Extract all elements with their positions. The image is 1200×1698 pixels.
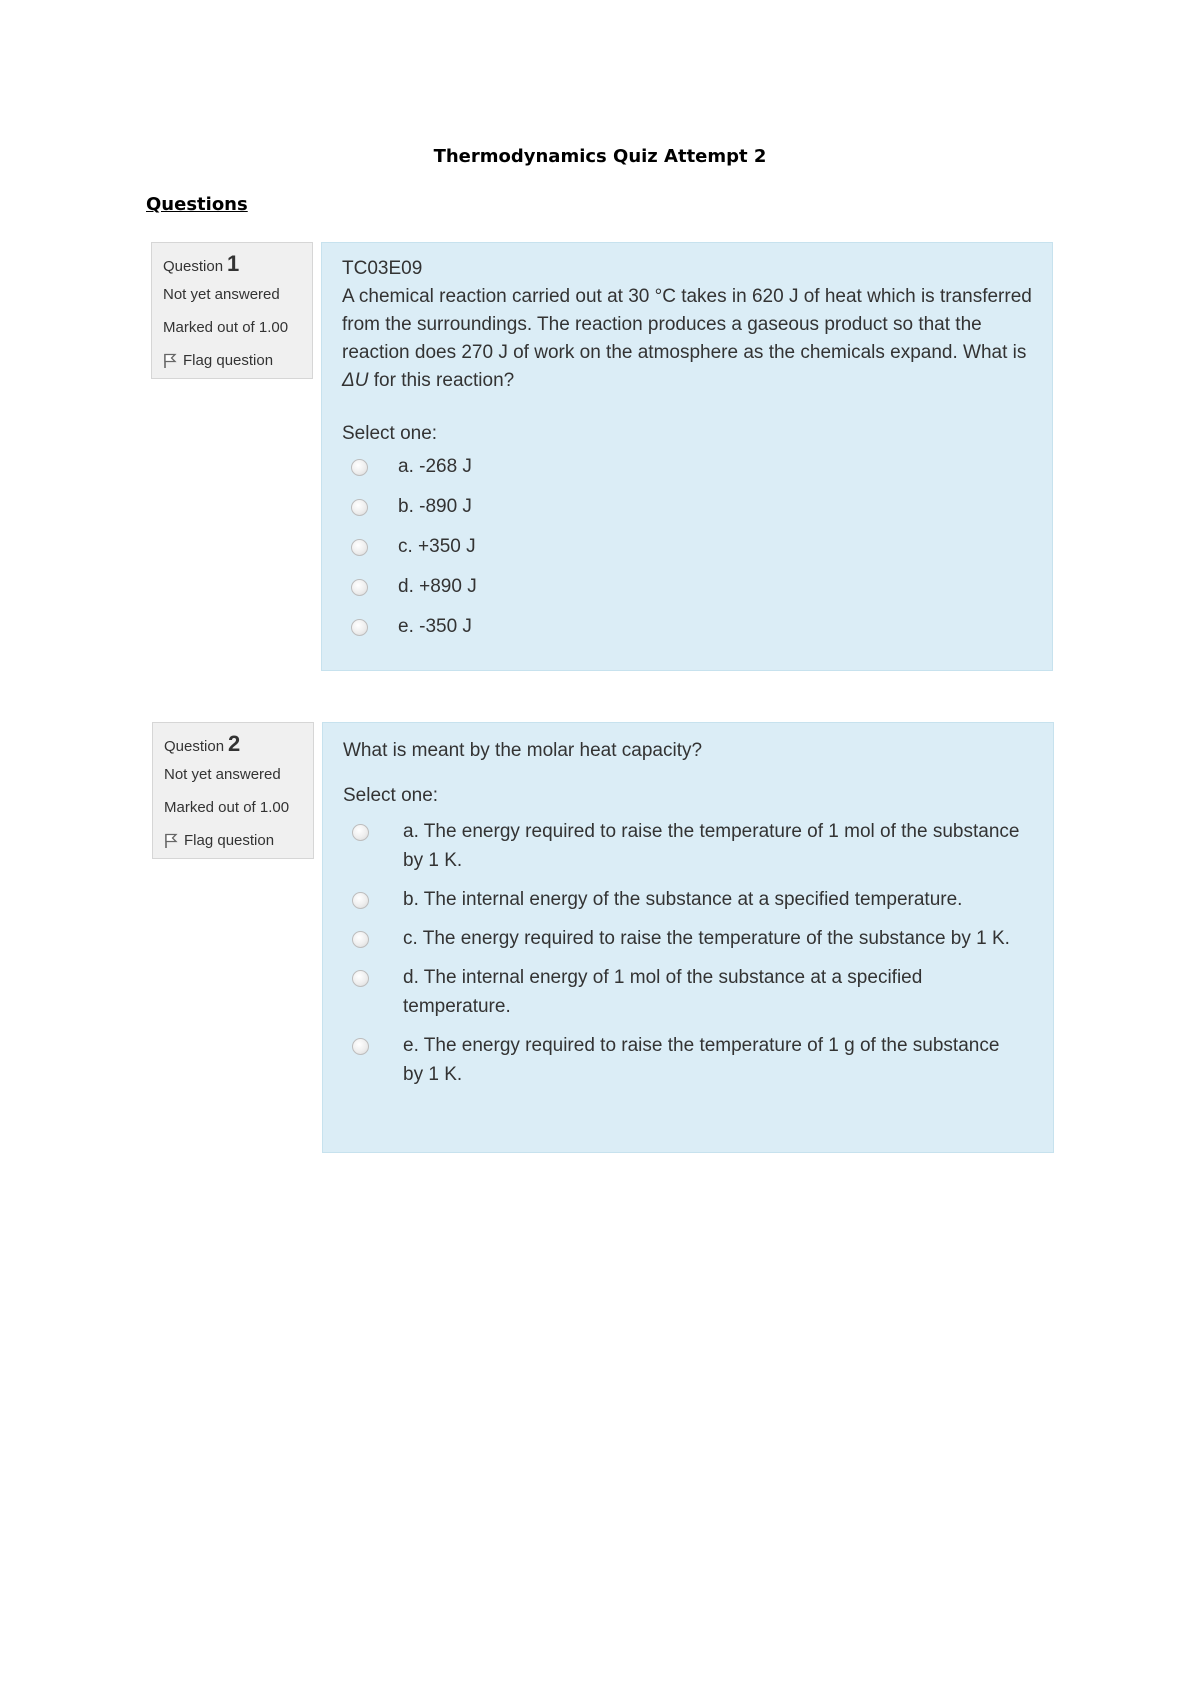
question-1-select-label: Select one:	[342, 423, 438, 444]
question-2-marks: Marked out of 1.00	[164, 799, 290, 816]
question-1-options	[342, 447, 1032, 647]
question-2-flag-button[interactable]	[164, 832, 303, 850]
flag-icon	[163, 353, 177, 369]
radio-button-icon[interactable]	[352, 892, 369, 909]
question-2-options	[343, 817, 1033, 1089]
question-2-number: Question 2	[164, 731, 241, 756]
question-2-option-e[interactable]: e. The energy required to raise the temperature of 1 g of the substance by 1 K.	[343, 1031, 1033, 1089]
radio-button-icon[interactable]	[351, 619, 368, 636]
question-1-info-panel	[151, 242, 313, 379]
question-1-option-d[interactable]: d. +890 J	[342, 567, 1032, 607]
question-1-number: Question 1	[163, 251, 240, 276]
question-2-flag-label: Flag question	[184, 832, 275, 849]
question-2-option-c[interactable]: c. The energy required to raise the temperature of the substance by 1 K.	[343, 924, 1033, 953]
question-1-content	[321, 242, 1053, 671]
radio-button-icon[interactable]	[351, 539, 368, 556]
radio-button-icon[interactable]	[352, 931, 369, 948]
question-2-content	[322, 722, 1054, 1153]
question-1-flag-label: Flag question	[183, 352, 274, 369]
question-2-select-label: Select one:	[343, 785, 439, 806]
radio-button-icon[interactable]	[351, 499, 368, 516]
question-1-option-a[interactable]: a. -268 J	[342, 447, 1032, 487]
question-1-flag-button[interactable]	[163, 352, 302, 370]
question-2-status: Not yet answered	[164, 766, 281, 783]
flag-icon	[164, 833, 178, 849]
question-2-option-b[interactable]: b. The internal energy of the substance at a specified temperature.	[343, 885, 1033, 914]
radio-button-icon[interactable]	[352, 1038, 369, 1055]
document-title: Thermodynamics Quiz Attempt 2	[433, 146, 767, 167]
question-1-status: Not yet answered	[163, 286, 280, 303]
question-1-code: TC03E09	[342, 258, 423, 279]
question-2-option-d[interactable]: d. The internal energy of 1 mol of the substance at a specified temperature.	[343, 963, 1033, 1021]
question-2-option-a[interactable]: a. The energy required to raise the temperature of 1 mol of the substance by 1 K.	[343, 817, 1033, 875]
question-2-info-panel	[152, 722, 314, 859]
delta-u-symbol: ΔU	[342, 370, 369, 391]
question-1-option-e[interactable]: e. -350 J	[342, 607, 1032, 647]
question-1-text: TC03E09 A chemical reaction carried out at 30 °C takes in 620 J of heat which is transferred from the surroundings. The reaction produces a gaseous product so that the reaction does 270 J of work on the atmosphere as the chemicals expand. What is ΔU for this reaction?	[342, 255, 1032, 395]
radio-button-icon[interactable]	[351, 459, 368, 476]
question-2-text: What is meant by the molar heat capacity?	[343, 740, 703, 761]
radio-button-icon[interactable]	[352, 970, 369, 987]
question-1-option-b[interactable]: b. -890 J	[342, 487, 1032, 527]
question-1-option-c[interactable]: c. +350 J	[342, 527, 1032, 567]
radio-button-icon[interactable]	[352, 824, 369, 841]
question-1-marks: Marked out of 1.00	[163, 319, 289, 336]
radio-button-icon[interactable]	[351, 579, 368, 596]
section-heading: Questions	[146, 194, 248, 215]
